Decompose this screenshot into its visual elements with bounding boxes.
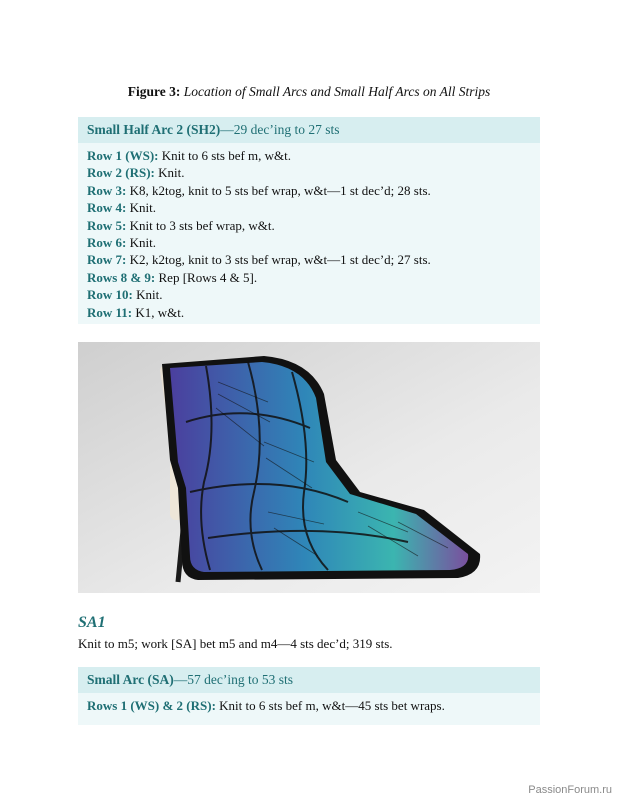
row-label: Rows 8 & 9: bbox=[87, 269, 156, 285]
sh2-header-rest: —29 dec’ing to 27 sts bbox=[220, 122, 340, 137]
figure-caption bbox=[0, 84, 618, 100]
row-label: Rows 1 (WS) & 2 (RS): bbox=[87, 698, 216, 713]
instruction-row bbox=[87, 251, 531, 268]
row-label: Row 11: bbox=[87, 304, 133, 320]
instruction-row bbox=[87, 697, 531, 714]
instruction-row bbox=[87, 164, 531, 181]
row-text: Knit. bbox=[126, 200, 156, 216]
sa1-instruction: Knit to m5; work [SA] bet m5 and m4—4 sts dec’d; 319 sts. bbox=[78, 636, 393, 651]
row-text: Rep [Rows 4 & 5]. bbox=[155, 269, 258, 285]
sh2-header-label: Small Half Arc 2 (SH2) bbox=[87, 122, 221, 137]
row-text: K2, k2tog, knit to 3 sts bef wrap, w&t—1 st dec’d; 27 sts. bbox=[126, 252, 431, 268]
instruction-row bbox=[87, 269, 531, 286]
row-text: K8, k2tog, knit to 5 sts bef wrap, w&t—1 st dec’d; 28 sts. bbox=[126, 182, 431, 198]
row-label: Row 1 (WS): bbox=[87, 148, 159, 163]
instruction-row bbox=[87, 147, 531, 164]
row-label: Row 10: bbox=[87, 287, 133, 303]
sh2-instructions bbox=[78, 143, 540, 324]
instruction-row bbox=[87, 234, 531, 251]
row-label: Row 2 (RS): bbox=[87, 165, 155, 181]
blanket-on-chair-image bbox=[78, 342, 540, 593]
sh2-box-header bbox=[78, 117, 540, 143]
sa-header-rest: —57 dec’ing to 53 sts bbox=[173, 672, 293, 687]
sa1-heading: SA1 bbox=[78, 614, 106, 631]
row-text: Knit to 6 sts bef m, w&t—45 sts bet wraps. bbox=[215, 698, 445, 713]
instruction-row bbox=[87, 199, 531, 216]
sa-box-header bbox=[78, 667, 540, 693]
blanket-photo bbox=[78, 342, 540, 593]
row-text: Knit to 6 sts bef m, w&t. bbox=[158, 148, 292, 163]
instruction-row bbox=[87, 217, 531, 234]
row-label: Row 3: bbox=[87, 182, 127, 198]
row-label: Row 5: bbox=[87, 217, 127, 233]
instruction-row bbox=[87, 286, 531, 303]
sa-header-label: Small Arc (SA) bbox=[87, 672, 174, 687]
watermark: PassionForum.ru bbox=[528, 784, 612, 796]
row-label: Row 7: bbox=[87, 252, 127, 268]
figure-label: Figure 3: bbox=[127, 84, 181, 99]
row-text: Knit. bbox=[132, 287, 163, 303]
row-label: Row 4: bbox=[87, 200, 127, 216]
row-text: Knit to 3 sts bef wrap, w&t. bbox=[126, 217, 275, 233]
sa-instructions bbox=[78, 693, 540, 725]
row-text: Knit. bbox=[154, 165, 185, 181]
row-label: Row 6: bbox=[87, 234, 127, 250]
row-text: Knit. bbox=[126, 234, 156, 250]
figure-title: Location of Small Arcs and Small Half Arcs on All Strips bbox=[183, 84, 491, 99]
row-text: K1, w&t. bbox=[132, 304, 185, 320]
instruction-row bbox=[87, 182, 531, 199]
instruction-row bbox=[87, 304, 531, 321]
